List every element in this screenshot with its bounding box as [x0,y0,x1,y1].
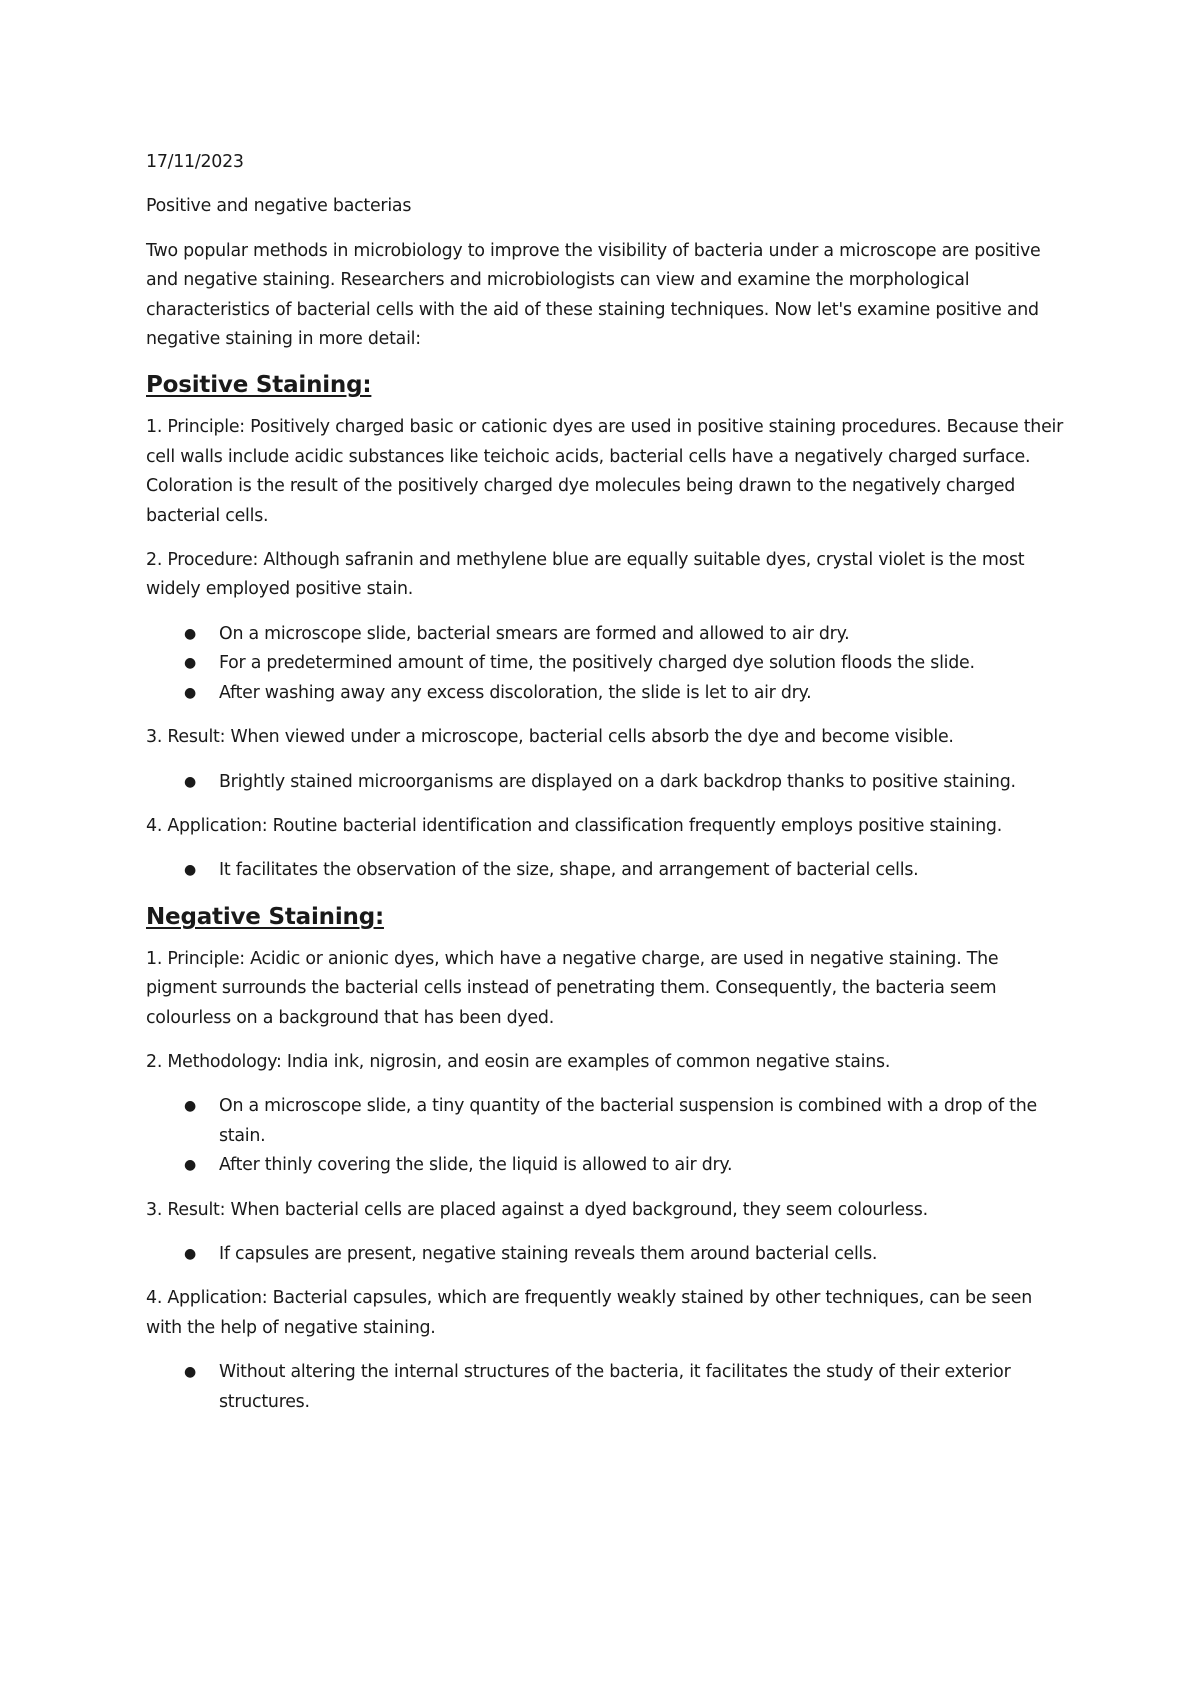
bullet-icon: ● [184,773,196,790]
negative-methodology-list [146,1092,1066,1180]
negative-principle: 1. Principle: Acidic or anionic dyes, which have a negative charge, are used in negative staining. The pigment surrounds the bacterial cells instead of penetrating them. Consequently, the bacteria seem colourless on a background that has been dyed. [146,948,999,1028]
list-item: ● If capsules are present, negative staining reveals them around bacterial cells. [146,1240,1066,1269]
list-item: ● Brightly stained microorganisms are displayed on a dark backdrop thanks to positive staining. [146,768,1066,797]
document-date: 17/11/2023 [146,152,244,172]
positive-procedure: 2. Procedure: Although safranin and methylene blue are equally suitable dyes, crystal violet is the most widely employed positive stain. [146,550,1025,600]
bullet-icon: ● [184,1364,196,1381]
negative-application: 4. Application: Bacterial capsules, which are frequently weakly stained by other techniques, can be seen with the help of negative staining. [146,1288,1033,1338]
list-item: ● After washing away any excess discoloration, the slide is let to air dry. [146,679,1066,708]
positive-principle: 1. Principle: Positively charged basic or cationic dyes are used in positive staining procedures. Because their cell walls include acidic substances like teichoic acids, bacterial cells have a negatively charged surface. Coloration is the result of the positively charged dye molecules being drawn to the negatively charged bacterial cells. [146,417,1064,526]
bullet-icon: ● [184,625,196,642]
document-body [146,148,1066,1432]
negative-result: 3. Result: When bacterial cells are placed against a dyed background, they seem colourless. [146,1199,928,1220]
bullet-icon: ● [184,655,196,672]
positive-result-list [146,768,1066,797]
document-title: Positive and negative bacterias [146,196,412,217]
positive-procedure-list [146,620,1066,708]
list-item: ● On a microscope slide, a tiny quantity of the bacterial suspension is combined with a drop of the stain. [146,1092,1066,1151]
list-item: ● On a microscope slide, bacterial smears are formed and allowed to air dry. [146,620,1066,649]
positive-application-list [146,856,1066,885]
list-item: ● Without altering the internal structures of the bacteria, it facilitates the study of their exterior structures. [146,1358,1066,1417]
negative-result-list [146,1240,1066,1269]
list-item: ● After thinly covering the slide, the liquid is allowed to air dry. [146,1151,1066,1180]
bullet-icon: ● [184,1098,196,1115]
list-item: ● It facilitates the observation of the size, shape, and arrangement of bacterial cells. [146,856,1066,885]
bullet-icon: ● [184,1157,196,1174]
positive-staining-heading: Positive Staining: [146,372,372,399]
list-item: ● For a predetermined amount of time, the positively charged dye solution floods the slide. [146,649,1066,678]
negative-staining-heading: Negative Staining: [146,903,384,930]
bullet-icon: ● [184,684,196,701]
positive-application: 4. Application: Routine bacterial identification and classification frequently employs positive staining. [146,815,1003,836]
bullet-icon: ● [184,1245,196,1262]
negative-methodology: 2. Methodology: India ink, nigrosin, and eosin are examples of common negative stains. [146,1051,891,1072]
bullet-icon: ● [184,862,196,879]
intro-paragraph: Two popular methods in microbiology to improve the visibility of bacteria under a microscope are positive and negative staining. Researchers and microbiologists can view and examine the morphological characteristics of bacterial cells with the aid of these staining techniques. Now let's examine positive and negative staining in more detail: [146,240,1041,350]
positive-result: 3. Result: When viewed under a microscope, bacterial cells absorb the dye and become visible. [146,727,954,748]
negative-application-list [146,1358,1066,1417]
